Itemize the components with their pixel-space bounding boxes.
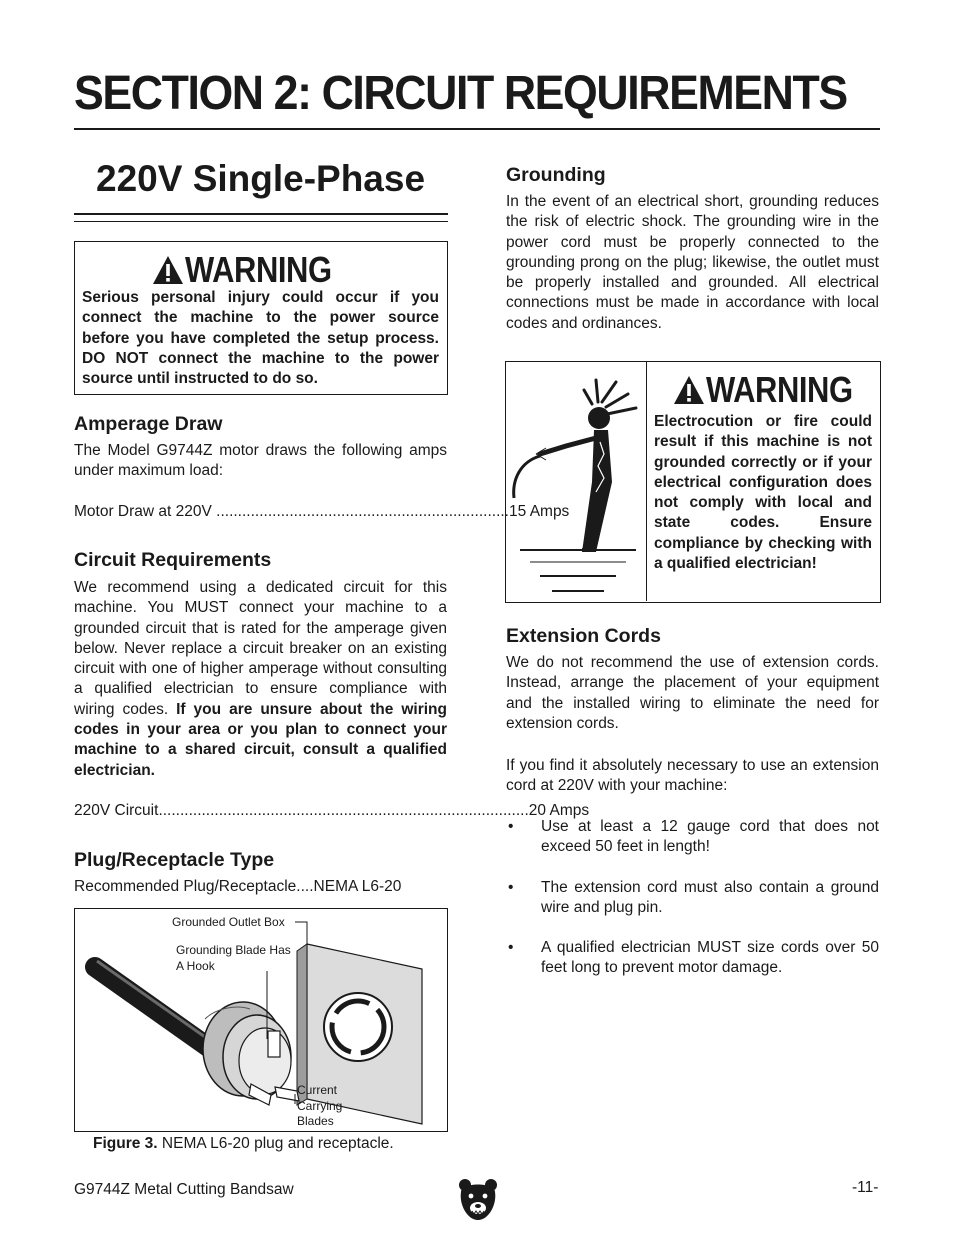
leader-dots: .... (296, 878, 314, 895)
leader-dots: .................................................................... (211, 503, 509, 520)
figure-caption-label: Figure 3. (93, 1135, 158, 1152)
extension-heading: Extension Cords (506, 625, 661, 647)
footer-model: G9744Z Metal Cutting Bandsaw (74, 1181, 294, 1198)
bullet-text: A qualified electrician MUST size cords over 50 feet long to prevent motor damage. (541, 939, 879, 977)
motor-draw-value: 15 Amps (509, 503, 570, 520)
label-current-line3: Blades (297, 1114, 334, 1128)
bullet-text: The extension cord must also contain a ground wire and plug pin. (541, 878, 879, 916)
list-item (506, 817, 879, 858)
circuit-text (74, 578, 447, 781)
figure-box (74, 908, 448, 1132)
list-item (506, 938, 879, 979)
figure-caption-text: NEMA L6-20 plug and receptacle. (161, 1135, 394, 1152)
plug-line-value: NEMA L6-20 (313, 878, 402, 895)
label-current-line2: Carrying (297, 1099, 343, 1113)
label-blade-hook-line1: Grounding Blade Has (176, 943, 291, 957)
warning-triangle-icon (672, 374, 706, 406)
circuit-text-bold: If you are unsure about the wiring codes in your area or you plan to connect your machine to a shared circuit, consult a qualified electrician. (74, 700, 447, 779)
figure-caption (93, 1135, 394, 1153)
grounding-text: In the event of an electrical short, grounding reduces the risk of electric shock. The grounding wire in the power cord must be properly connected to the grounding prong on the plug; likewise, the outlet must be properly installed and grounded. All electrical connections must be made in accordance with local codes and ordinances. (506, 193, 879, 332)
warning-box (74, 241, 448, 395)
title-rule (74, 128, 880, 130)
bullet-dot: • (508, 818, 514, 835)
warning-word: WARNING (185, 249, 332, 290)
bullet-dot: • (508, 939, 514, 957)
warning-header (672, 370, 877, 410)
warning-triangle-icon (151, 254, 185, 286)
plug-line-label: Recommended Plug/Receptacle (74, 878, 297, 895)
motor-draw-label: Motor Draw at 220V (74, 503, 212, 520)
bullet-dot: • (508, 878, 514, 896)
subtitle-rule-top (74, 213, 448, 215)
electrocution-icon (506, 362, 644, 600)
plug-heading: Plug/Receptacle Type (74, 849, 275, 871)
warning-text: Serious personal injury could occur if you connect the machine to the power source before you have completed the setup process. DO NOT connect the machine to the power source until instructed to do so. (82, 289, 439, 388)
warning-header (151, 250, 356, 290)
circuit-line (74, 801, 590, 821)
grounding-heading: Grounding (506, 164, 606, 186)
warning-divider (646, 362, 647, 601)
bear-logo-icon (457, 1176, 499, 1222)
electrocution-warning-text: Electrocution or fire could result if this machine is not grounded correctly or if your electrical configuration does not comply with local and state codes. Ensure compliance by checking with a qualified electrician! (654, 413, 872, 573)
subtitle-rule-bottom (74, 221, 448, 222)
label-blade-hook-line2: A Hook (176, 959, 215, 973)
page-number: -11- (852, 1179, 879, 1196)
circuit-line-value: 20 Amps (528, 802, 590, 819)
extension-para2: If you find it absolutely necessary to use an extension cord at 220V with your machine: (506, 757, 879, 795)
amperage-text: The Model G9744Z motor draws the following amps under maximum load: (74, 442, 447, 480)
extension-para1: We do not recommend the use of extension cords. Instead, arrange the placement of your equipment and the installed wiring to eliminate the need for extension cords. (506, 654, 879, 732)
label-current-line1: Current (297, 1083, 338, 1097)
amperage-heading: Amperage Draw (74, 413, 223, 435)
electrocution-warning-box (505, 361, 881, 603)
subsection-title: 220V Single-Phase (96, 158, 426, 199)
leader-dots: ...................................................................................... (158, 802, 529, 819)
bullet-text: Use at least a 12 gauge cord that does not exceed 50 feet in length! (541, 818, 879, 856)
extension-bullet-list (506, 817, 879, 979)
list-item (506, 878, 879, 919)
circuit-line-label: 220V Circuit (74, 802, 159, 819)
warning-word: WARNING (706, 369, 853, 410)
motor-draw-line (74, 502, 570, 522)
section-title: SECTION 2: CIRCUIT REQUIREMENTS (74, 67, 847, 120)
label-outlet-box: Grounded Outlet Box (172, 915, 285, 929)
plug-line (74, 877, 447, 897)
circuit-text-regular: We recommend using a dedicated circuit for this machine. You MUST connect your machine to a grounded circuit that is rated for the amperage given below. Never replace a circuit breaker on an existing circuit with one of higher amperage without consulting a qualified electrician to ensure compliance with wiring codes. (74, 579, 447, 718)
circuit-heading: Circuit Requirements (74, 549, 272, 571)
